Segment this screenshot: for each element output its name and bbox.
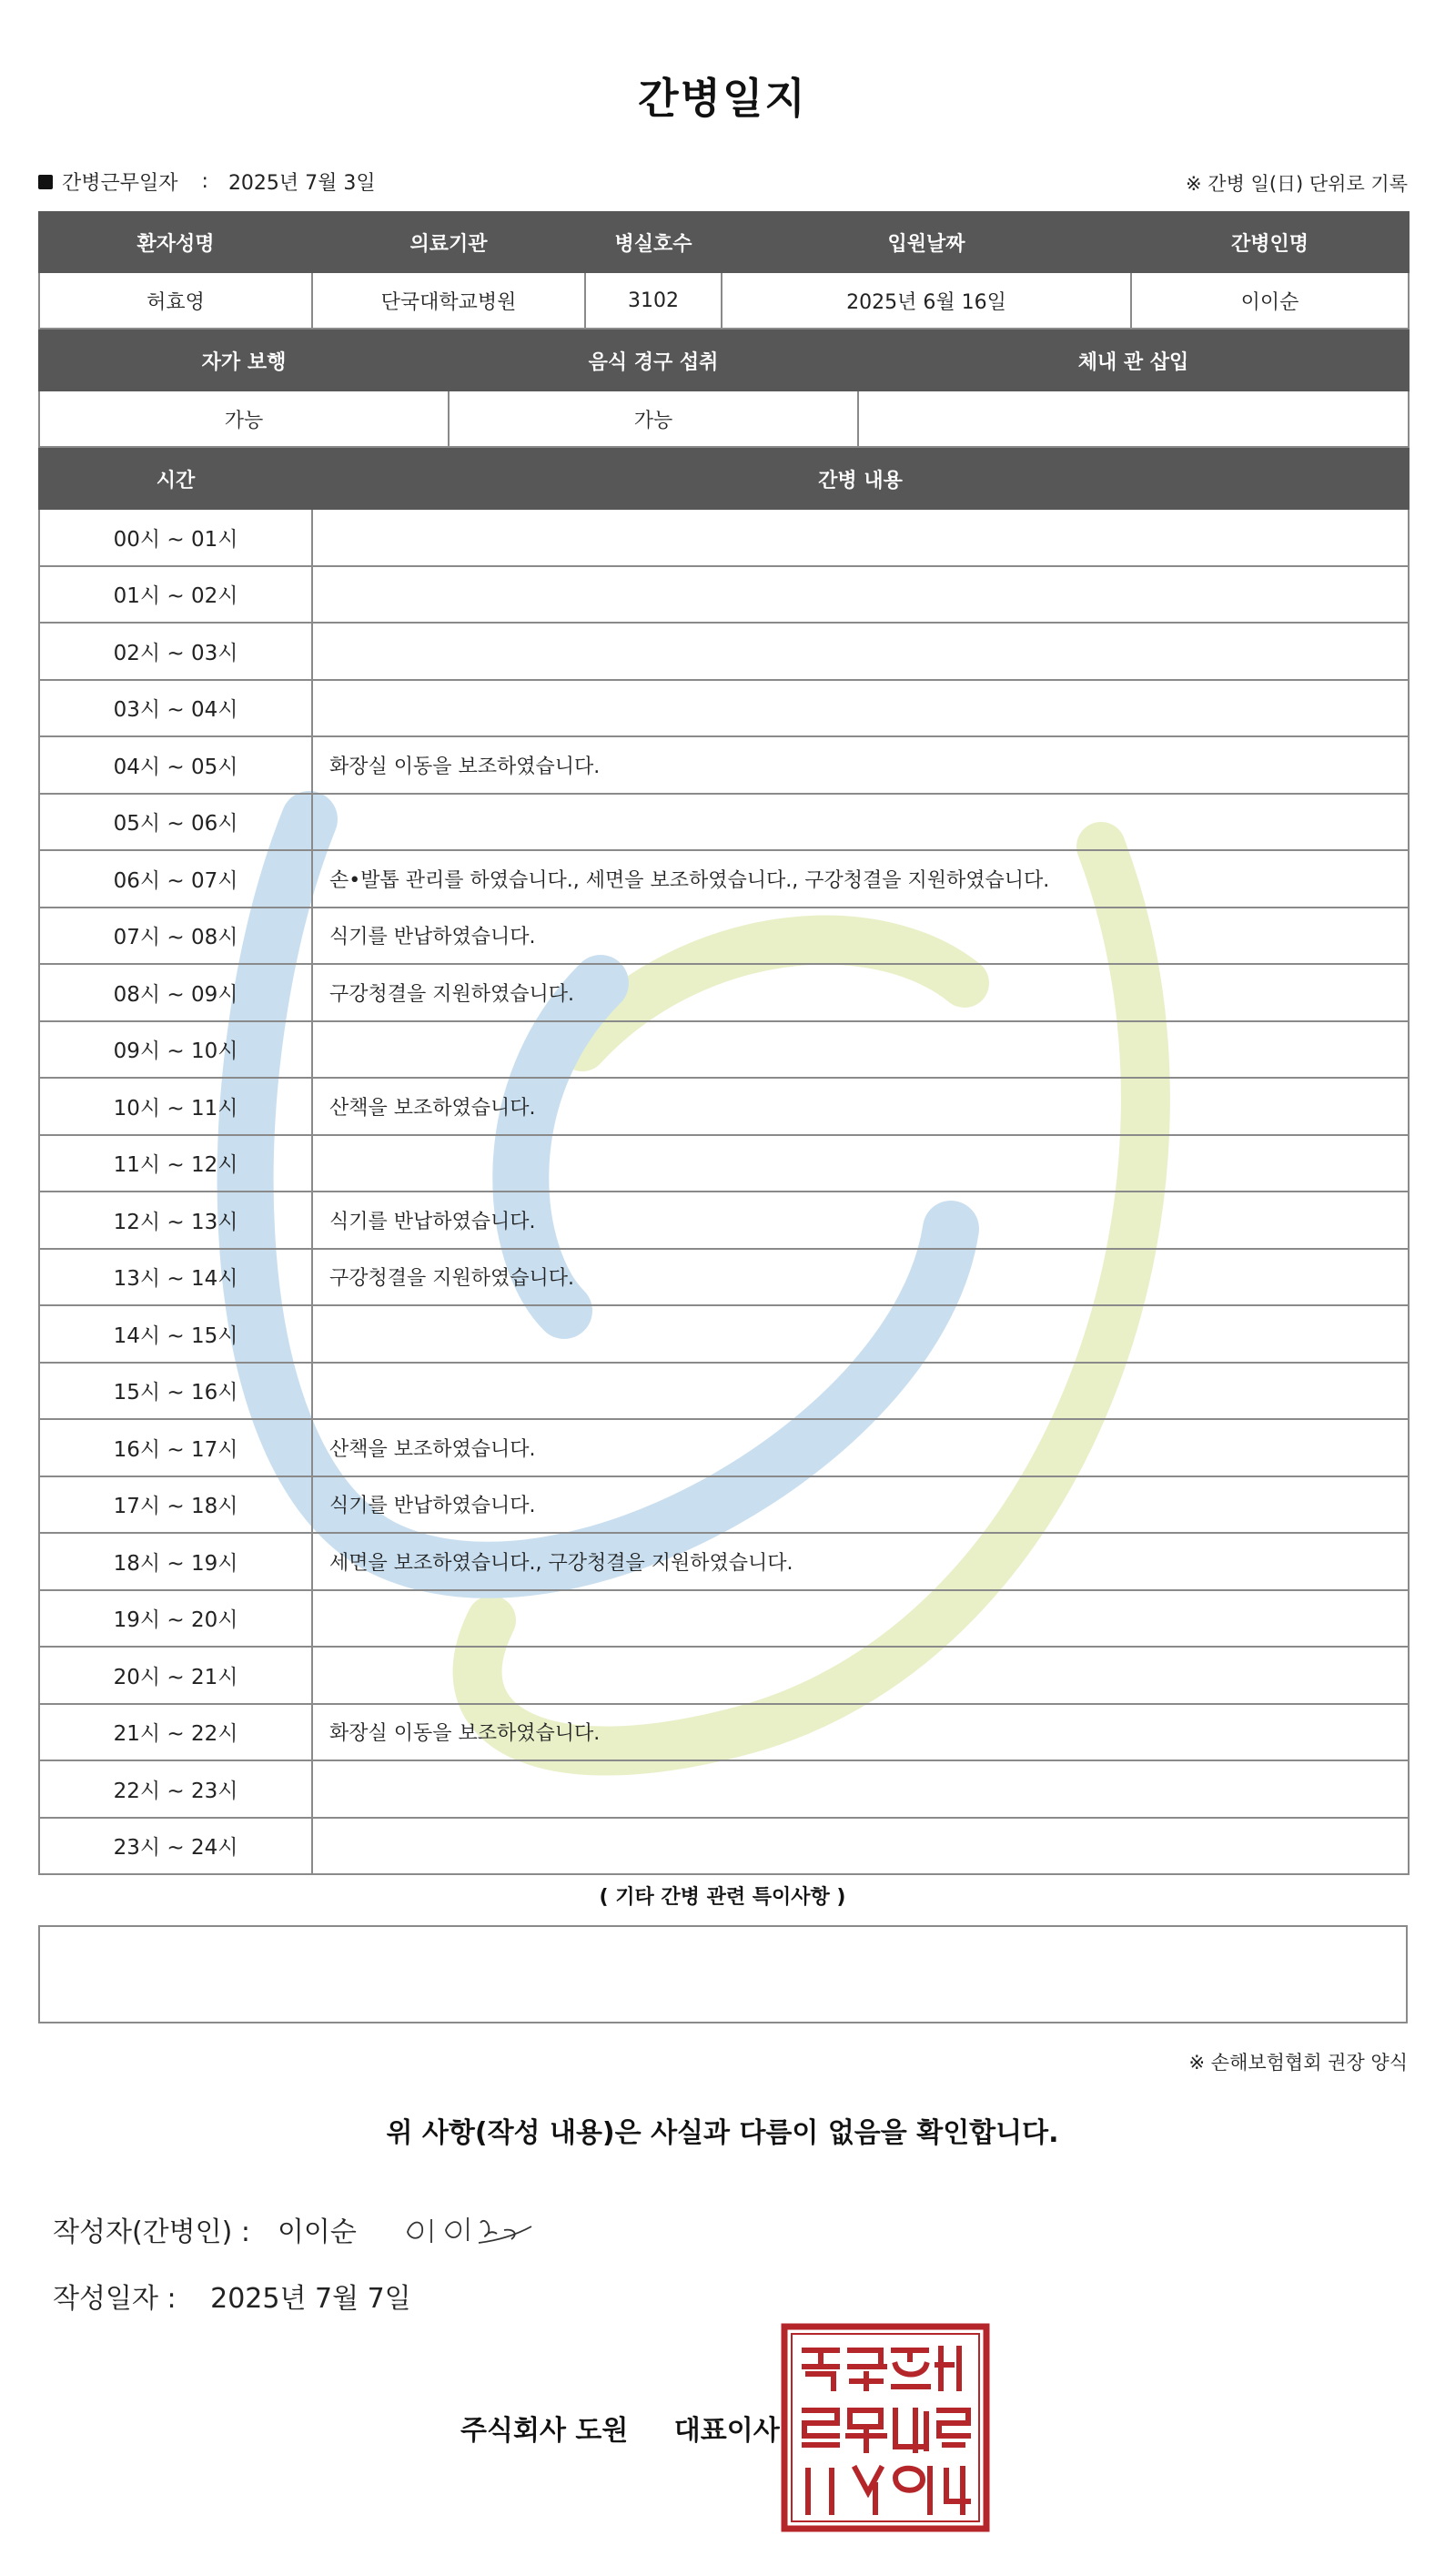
company-line: [460, 2408, 780, 2448]
care-log-content: [312, 566, 1409, 624]
care-log-time: 11시 ~ 12시: [39, 1135, 312, 1192]
care-log-row: [39, 1363, 1409, 1420]
care-log-row: [39, 794, 1409, 851]
admission-date: 2025년 6월 16일: [722, 272, 1131, 329]
care-log-row: [39, 509, 1409, 566]
care-log-row: [39, 623, 1409, 680]
remarks-title: ( 기타 간병 관련 특이사항 ): [599, 1886, 846, 1909]
work-date: [38, 167, 376, 196]
care-log-row: [39, 1818, 1409, 1875]
square-bullet-icon: [38, 175, 53, 189]
care-log-content: 화장실 이동을 보조하였습니다.: [312, 1704, 1409, 1761]
work-date-separator: :: [201, 170, 208, 193]
care-log-content: 식기를 반납하였습니다.: [312, 1192, 1409, 1249]
page-title: 간병일지: [638, 74, 807, 123]
care-log-time: 07시 ~ 08시: [39, 908, 312, 965]
care-log-time: 17시 ~ 18시: [39, 1476, 312, 1534]
care-log-content: 식기를 반납하였습니다.: [312, 1476, 1409, 1534]
care-log-row: [39, 1590, 1409, 1648]
care-log-time: 14시 ~ 15시: [39, 1305, 312, 1363]
care-log-content: [312, 1590, 1409, 1648]
care-log-time: 16시 ~ 17시: [39, 1419, 312, 1476]
care-log-row: [39, 1419, 1409, 1476]
remarks-box: [38, 1925, 1408, 2023]
care-log-row: [39, 1305, 1409, 1363]
care-log-row: [39, 850, 1409, 908]
care-log-time: 18시 ~ 19시: [39, 1533, 312, 1590]
writer-name: 이이순: [277, 2216, 357, 2248]
care-log-row: [39, 1704, 1409, 1761]
tube-insertion: [858, 390, 1409, 447]
header-hospital: 의료기관: [312, 212, 585, 272]
unit-note: ※ 간병 일(日) 단위로 기록: [1186, 173, 1408, 195]
care-log-time: 20시 ~ 21시: [39, 1647, 312, 1704]
header-time: 시간: [39, 449, 312, 509]
care-log-time: 22시 ~ 23시: [39, 1760, 312, 1818]
confirmation-statement: 위 사항(작성 내용)은 사실과 다름이 없음을 확인합니다.: [386, 2117, 1059, 2149]
care-log-row: [39, 1647, 1409, 1704]
care-log-table: [38, 448, 1410, 1875]
care-log-content: [312, 680, 1409, 737]
care-log-content: [312, 1305, 1409, 1363]
care-log-content: 세면을 보조하였습니다., 구강청결을 지원하였습니다.: [312, 1533, 1409, 1590]
room-number: 3102: [585, 272, 722, 329]
written-date-label: 작성일자 :: [53, 2283, 177, 2315]
care-log-time: 10시 ~ 11시: [39, 1078, 312, 1135]
care-log-time: 09시 ~ 10시: [39, 1021, 312, 1079]
care-log-row: [39, 1192, 1409, 1249]
care-log-content: [312, 509, 1409, 566]
care-log-time: 21시 ~ 22시: [39, 1704, 312, 1761]
patient-info-table: [38, 211, 1410, 330]
care-log-time: 13시 ~ 14시: [39, 1249, 312, 1306]
care-log-content: 손•발톱 관리를 하였습니다., 세면을 보조하였습니다., 구강청결을 지원하였습니다.: [312, 850, 1409, 908]
care-log-row: [39, 1533, 1409, 1590]
care-log-content: 구강청결을 지원하였습니다.: [312, 964, 1409, 1021]
care-log-time: 03시 ~ 04시: [39, 680, 312, 737]
header-room-number: 병실호수: [585, 212, 722, 272]
hospital: 단국대학교병원: [312, 272, 585, 329]
care-log-time: 06시 ~ 07시: [39, 850, 312, 908]
care-log-content: 구강청결을 지원하였습니다.: [312, 1249, 1409, 1306]
header-caregiver-name: 간병인명: [1131, 212, 1409, 272]
care-log-content: 화장실 이동을 보조하였습니다.: [312, 736, 1409, 794]
care-log-time: 19시 ~ 20시: [39, 1590, 312, 1648]
care-log-time: 08시 ~ 09시: [39, 964, 312, 1021]
care-log-time: 15시 ~ 16시: [39, 1363, 312, 1420]
care-log-time: 05시 ~ 06시: [39, 794, 312, 851]
care-log-row: [39, 908, 1409, 965]
care-log-content: 산책을 보조하였습니다.: [312, 1078, 1409, 1135]
form-note: ※ 손해보험협회 권장 양식: [1188, 2052, 1408, 2074]
care-log-row: [39, 736, 1409, 794]
header-oral-intake: 음식 경구 섭취: [449, 330, 858, 390]
care-log-row: [39, 1760, 1409, 1818]
writer-line: [53, 2206, 539, 2252]
header-admission-date: 입원날짜: [722, 212, 1131, 272]
care-log-content: [312, 1135, 1409, 1192]
written-date-value: 2025년 7월 7일: [210, 2283, 411, 2315]
care-log-time: 01시 ~ 02시: [39, 566, 312, 624]
header-patient-name: 환자성명: [39, 212, 312, 272]
care-log-content: [312, 1760, 1409, 1818]
care-log-row: [39, 1476, 1409, 1534]
patient-name: 허효영: [39, 272, 312, 329]
header-care-content: 간병 내용: [312, 449, 1409, 509]
company-role: 대표이사: [673, 2415, 780, 2447]
writer-label: 작성자(간병인) :: [53, 2216, 250, 2248]
company-name: 주식회사 도원: [460, 2415, 629, 2447]
care-log-content: [312, 1021, 1409, 1079]
care-log-time: 00시 ~ 01시: [39, 509, 312, 566]
care-log-row: [39, 1249, 1409, 1306]
care-log-content: [312, 1363, 1409, 1420]
care-log-row: [39, 1021, 1409, 1079]
care-log-content: [312, 1647, 1409, 1704]
work-date-label: 간병근무일자: [62, 172, 178, 195]
care-log-content: [312, 794, 1409, 851]
work-date-value: 2025년 7월 3일: [227, 172, 376, 195]
care-log-time: 02시 ~ 03시: [39, 623, 312, 680]
oral-intake: 가능: [449, 390, 858, 447]
care-log-row: [39, 566, 1409, 624]
care-log-time: 12시 ~ 13시: [39, 1192, 312, 1249]
care-log-content: 산책을 보조하였습니다.: [312, 1419, 1409, 1476]
care-log-row: [39, 1078, 1409, 1135]
care-log-content: [312, 623, 1409, 680]
care-log-content: [312, 1818, 1409, 1875]
caregiver-name: 이이순: [1131, 272, 1409, 329]
company-seal-image: [781, 2323, 990, 2532]
care-log-row: [39, 964, 1409, 1021]
care-log-row: [39, 1135, 1409, 1192]
header-tube-insertion: 체내 관 삽입: [858, 330, 1409, 390]
care-log-content: 식기를 반납하였습니다.: [312, 908, 1409, 965]
care-log-row: [39, 680, 1409, 737]
written-date-line: [53, 2276, 411, 2316]
header-self-walking: 자가 보행: [39, 330, 449, 390]
care-log-time: 04시 ~ 05시: [39, 736, 312, 794]
self-walking: 가능: [39, 390, 449, 447]
patient-status-table: [38, 330, 1410, 448]
care-log-time: 23시 ~ 24시: [39, 1818, 312, 1875]
signature-image: [402, 2206, 539, 2252]
